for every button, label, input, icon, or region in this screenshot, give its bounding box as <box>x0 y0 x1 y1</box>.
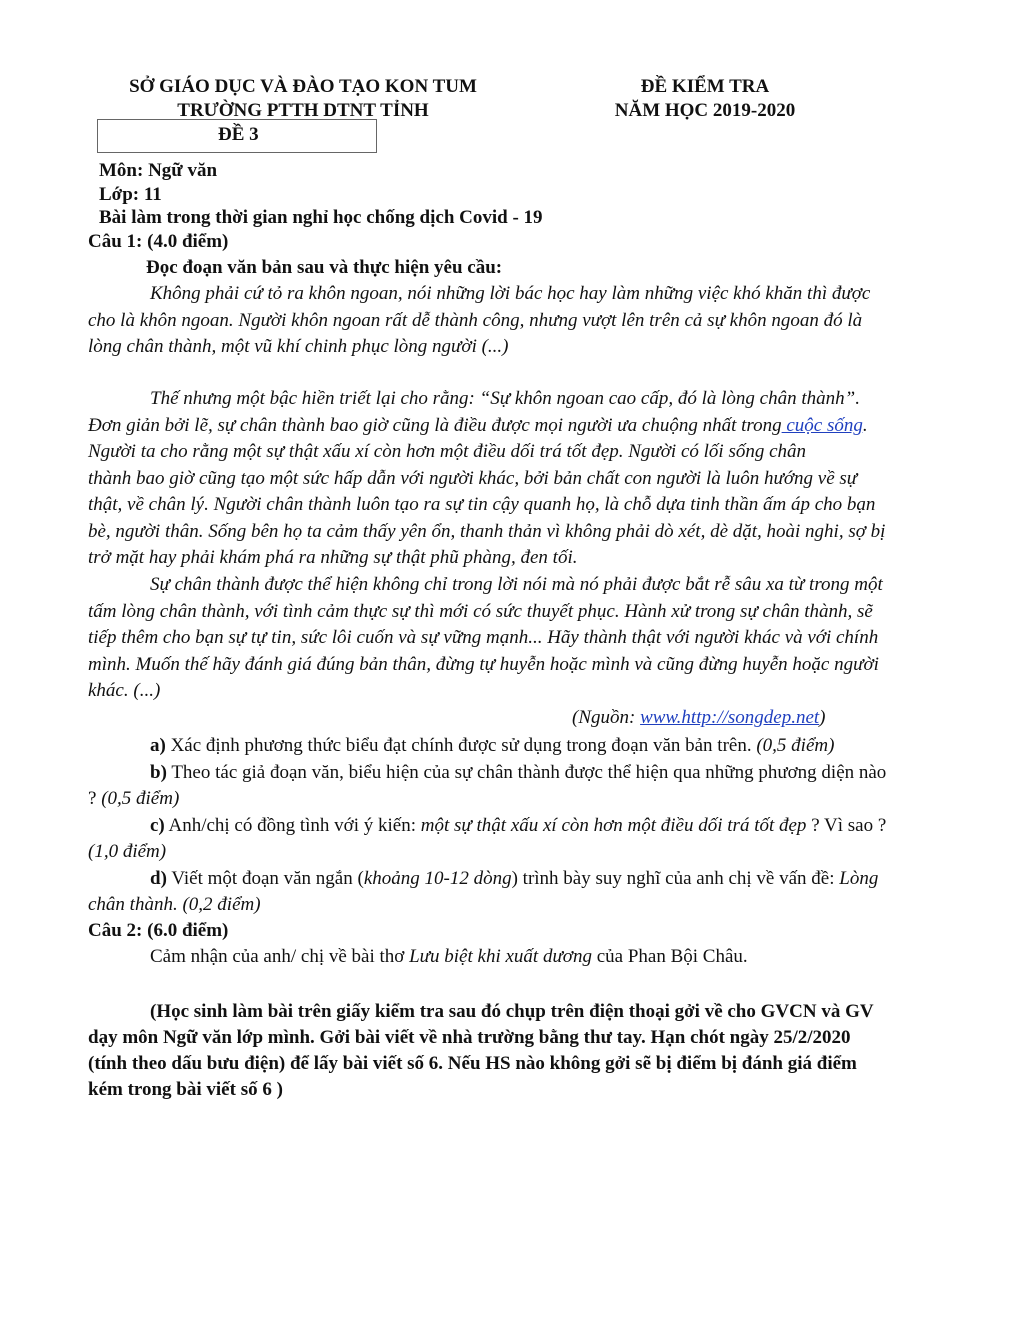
sub-question-topic: Lòng <box>839 867 879 889</box>
sub-question-text: Viết một đoạn văn ngắn ( <box>166 867 364 889</box>
submission-note-line: dạy môn Ngữ văn lớp mình. Gởi bài viết về nhà trường bằng thư tay. Hạn chót ngày 25/2/2020 <box>88 1027 851 1048</box>
subject-line: Môn: Ngữ văn <box>99 160 218 181</box>
sub-questions <box>88 733 936 919</box>
sub-question-text: ? Vì sao ? <box>806 814 887 836</box>
passage-line: Sự chân thành được thể hiện không chỉ trong lời nói mà nó phải được bắt rễ sâu xa từ trong một <box>150 574 883 595</box>
sub-question-b <box>88 760 936 787</box>
sub-question-italic: khoảng 10-12 dòng <box>363 867 512 889</box>
sub-question-b-cont <box>88 786 936 813</box>
source-citation <box>572 707 826 729</box>
sub-question-text: ) trình bày suy nghĩ của anh chị về vấn đề: <box>511 867 840 889</box>
passage-line: cho là khôn ngoan. Người khôn ngoan rất dễ thành công, nhưng vượt lên trên cả sự khôn ngoan đó là <box>88 309 863 331</box>
source-prefix: (Nguồn: <box>572 707 641 728</box>
passage-paragraph-1 <box>88 281 936 361</box>
passage-line <box>88 413 936 440</box>
sub-question-points: (1,0 điểm) <box>88 841 167 862</box>
sub-question-topic-cont: chân thành. (0,2 điểm) <box>88 894 261 915</box>
question-2-prefix: Cảm nhận của anh/ chị về bài thơ <box>150 946 410 967</box>
submission-note-line: (Học sinh làm bài trên giấy kiểm tra sau đó chụp trên điện thoại gởi về cho GVCN và GV <box>150 1001 874 1022</box>
school-year: NĂM HỌC 2019-2020 <box>614 100 796 121</box>
sub-question-text: ? <box>88 788 102 809</box>
sub-question-d <box>88 866 936 893</box>
exam-code: ĐỀ 3 <box>218 124 259 145</box>
sub-question-label: b) <box>150 761 167 783</box>
passage-paragraph-2 <box>88 386 936 572</box>
passage-line: thật, về chân lý. Người chân thành luôn tạo ra sự tin cậy quanh họ, là chỗ dựa tinh thần ấm áp cho bạn <box>88 494 876 515</box>
passage-line: trở mặt hay phải khám phá ra những sự thật phũ phàng, đen tối. <box>88 547 578 568</box>
sub-question-text: Anh/chị có đồng tình với ý kiến: <box>164 814 421 836</box>
question-2-suffix: của Phan Bội Châu. <box>591 946 748 967</box>
exam-title: ĐỀ KIỂM TRA <box>640 76 770 97</box>
question-1-title: Câu 1: (4.0 điểm) <box>88 231 229 252</box>
passage-text: . <box>862 414 868 436</box>
passage-line: Thế nhưng một bậc hiền triết lại cho rằng: “Sự khôn ngoan cao cấp, đó là lòng chân thành”. <box>150 388 860 409</box>
passage-line: bè, người thân. Sống bên họ ta cảm thấy yên ổn, thanh thản vì không phải dò xét, dè dặt, hoài nghi, sợ bị <box>88 520 886 542</box>
source-suffix: ) <box>819 707 826 728</box>
question-2-title: Câu 2: (6.0 điểm) <box>88 920 229 941</box>
passage-line: Không phải cứ tỏ ra khôn ngoan, nói những lời bác học hay làm những việc khó khăn thì được <box>150 283 871 304</box>
cuoc-song-link[interactable]: cuộc sống <box>781 414 863 436</box>
sub-question-text: Theo tác giả đoạn văn, biểu hiện của sự chân thành được thể hiện qua những phương diện nào <box>166 761 887 783</box>
sub-question-label: a) <box>150 735 166 756</box>
passage-line: thành bao giờ cũng tạo một sức hấp dẫn với người khác, bởi bản chất con người là luôn hướng về sự <box>88 467 858 489</box>
sub-question-points: (0,5 điểm) <box>756 735 835 756</box>
submission-note-line: (tính theo dấu bưu điện) để lấy bài viết số 6. Nếu HS nào không gởi sẽ bị điểm bị đánh giá điểm <box>88 1053 857 1074</box>
passage-text: Đơn giản bởi lẽ, sự chân thành bao giờ cũng là điều được mọi người ưa chuộng nhất trong <box>88 414 782 436</box>
passage-line: khác. (...) <box>88 680 161 701</box>
passage-line: mình. Muốn thế hãy đánh giá đúng bản thân, đừng tự huyễn hoặc mình và cũng đừng huyễn hoặc người <box>88 653 879 675</box>
passage-line: tấm lòng chân thành, với tình cảm thực sự thì mới có sức thuyết phục. Hành xử trong sự chân thành, sẽ <box>88 600 873 622</box>
passage-line: lòng chân thành, một vũ khí chinh phục lòng người (...) <box>88 336 509 357</box>
sub-question-label: c) <box>150 814 165 836</box>
passage-paragraph-3 <box>88 572 936 705</box>
source-link[interactable]: www.http://songdep.net <box>640 707 820 728</box>
question-2-text <box>150 946 748 968</box>
sub-question-c <box>88 813 936 840</box>
sub-question-quote: một sự thật xấu xí còn hơn một điều dối trá tốt đẹp <box>420 814 807 836</box>
sub-question-label: d) <box>150 867 167 889</box>
grade-line: Lớp: 11 <box>99 184 162 205</box>
sub-question-points: (0,5 điểm) <box>101 788 180 809</box>
passage-line: Người ta cho rằng một sự thật xấu xí còn hơn một điều dối trá tốt đẹp. Người có lối sống chân <box>88 441 807 462</box>
submission-note <box>88 999 936 1103</box>
sub-question-a <box>88 733 936 760</box>
exam-note: Bài làm trong thời gian nghỉ học chống dịch Covid - 19 <box>99 207 543 228</box>
sub-question-text: Xác định phương thức biểu đạt chính được sử dụng trong đoạn văn bản trên. <box>165 735 757 756</box>
question-1-instruction: Đọc đoạn văn bản sau và thực hiện yêu cầu: <box>146 257 503 278</box>
school-name: TRƯỜNG PTTH DTNT TỈNH <box>177 100 429 121</box>
department-name: SỞ GIÁO DỤC VÀ ĐÀO TẠO KON TUM <box>129 76 477 97</box>
passage-line: tiếp thêm cho bạn sự tự tin, sức lôi cuốn và sự vững mạnh... Hãy thành thật với người khác và với chính <box>88 627 879 648</box>
submission-note-line: kém trong bài viết số 6 ) <box>88 1079 283 1100</box>
poem-title: Lưu biệt khi xuất dương <box>409 946 592 967</box>
